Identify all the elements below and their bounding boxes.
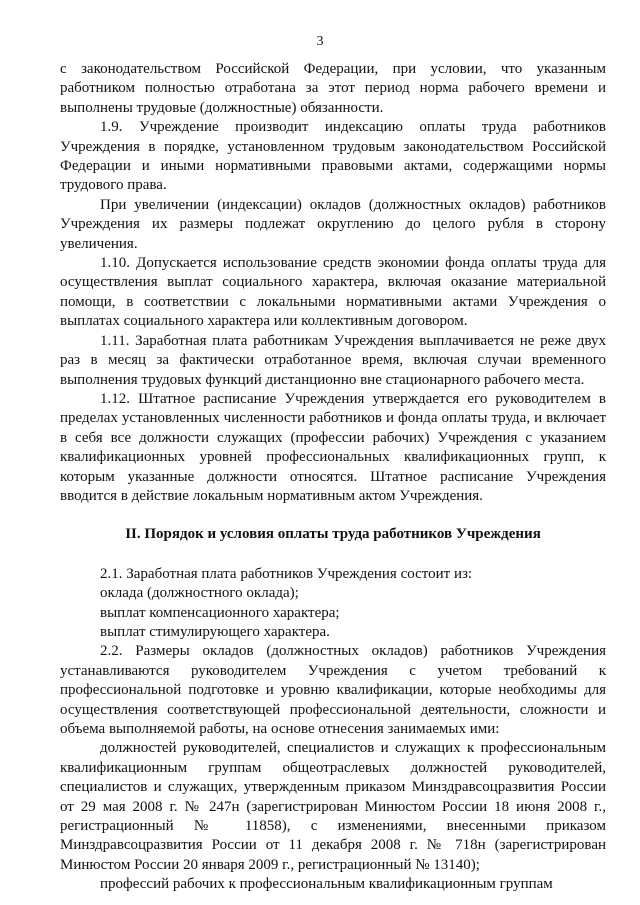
- paragraph-2-2: 2.2. Размеры окладов (должностных окладов) работников Учреждения устанавливаются руководителем Учреждения с учетом требований к профессиональной подготовке и уровню квалификации, которые необходимы для осуществления соответствующей профессиональной деятельности, сложности и объема выполняемой работы, на основе отнесения занимаемых ими:: [60, 643, 606, 737]
- list-item: оклада (должностного оклада);: [100, 585, 299, 602]
- list-item: выплат стимулирующего характера.: [100, 623, 330, 640]
- paragraph-2-1: 2.1. Заработная плата работников Учреждения состоит из:: [100, 565, 473, 582]
- paragraph-1-11: 1.11. Заработная плата работникам Учреждения выплачивается не реже двух раз в месяц за фактически отработанное время, включая случаи временного выполнения трудовых функций дистанционно вне стационарного рабочего места.: [60, 332, 606, 388]
- paragraph-1-9: 1.9. Учреждение производит индексацию оплаты труда работников Учреждения в порядке, установленном трудовым законодательством Российской Федерации и иными нормативными правовыми актами, содержащими нормы трудового права.: [60, 119, 606, 194]
- document-body: [60, 60, 606, 895]
- page-number: 3: [316, 34, 324, 49]
- paragraph: с законодательством Российской Федерации, при условии, что указанным работником полностью отработана за этот период норма рабочего времени и выполнены трудовые (должностные) обязанности.: [60, 61, 606, 116]
- paragraph-1-12: 1.12. Штатное расписание Учреждения утверждается его руководителем в пределах установленных численности работников и фонда оплаты труда, и включает в себя все должности служащих (профессии рабочих) Учреждения с указанием квалификационных уровней профессиональных квалификационных групп, к которым указанные должности относятся. Штатное расписание Учреждения вводится в действие локальным нормативным актом Учреждения.: [60, 390, 606, 504]
- paragraph-positions-groups: должностей руководителей, специалистов и служащих к профессиональным квалификационным группам общеотраслевых должностей руководителей, специалистов и служащих, утвержденным приказом Минздравсоцразвития России от 29 мая 2008 г. № 247н (зарегистрирован Минюстом России 18 июня 2008 г., регистрационный № 11858), с изменениями, внесенными приказом Минздравсоцразвития России от 11 декабря 2008 г. № 718н (зарегистрирован Минюстом России 20 января 2009 г., регистрационный № 13140);: [60, 740, 606, 873]
- paragraph-1-10: 1.10. Допускается использование средств экономии фонда оплаты труда для осуществления выплат социального характера, включая оказание материальной помощи, в соответствии с локальными нормативными актами Учреждения о выплатах социального характера или коллективным договором.: [60, 255, 606, 330]
- list-item: выплат компенсационного характера;: [100, 604, 340, 621]
- section-heading: II. Порядок и условия оплаты труда работников Учреждения: [125, 526, 541, 543]
- paragraph-professions-groups: профессий рабочих к профессиональным квалификационным группам: [100, 876, 553, 893]
- paragraph-indexation-rounding: При увеличении (индексации) окладов (должностных окладов) работников Учреждения их размеры подлежат округлению до целого рубля в сторону увеличения.: [60, 196, 606, 252]
